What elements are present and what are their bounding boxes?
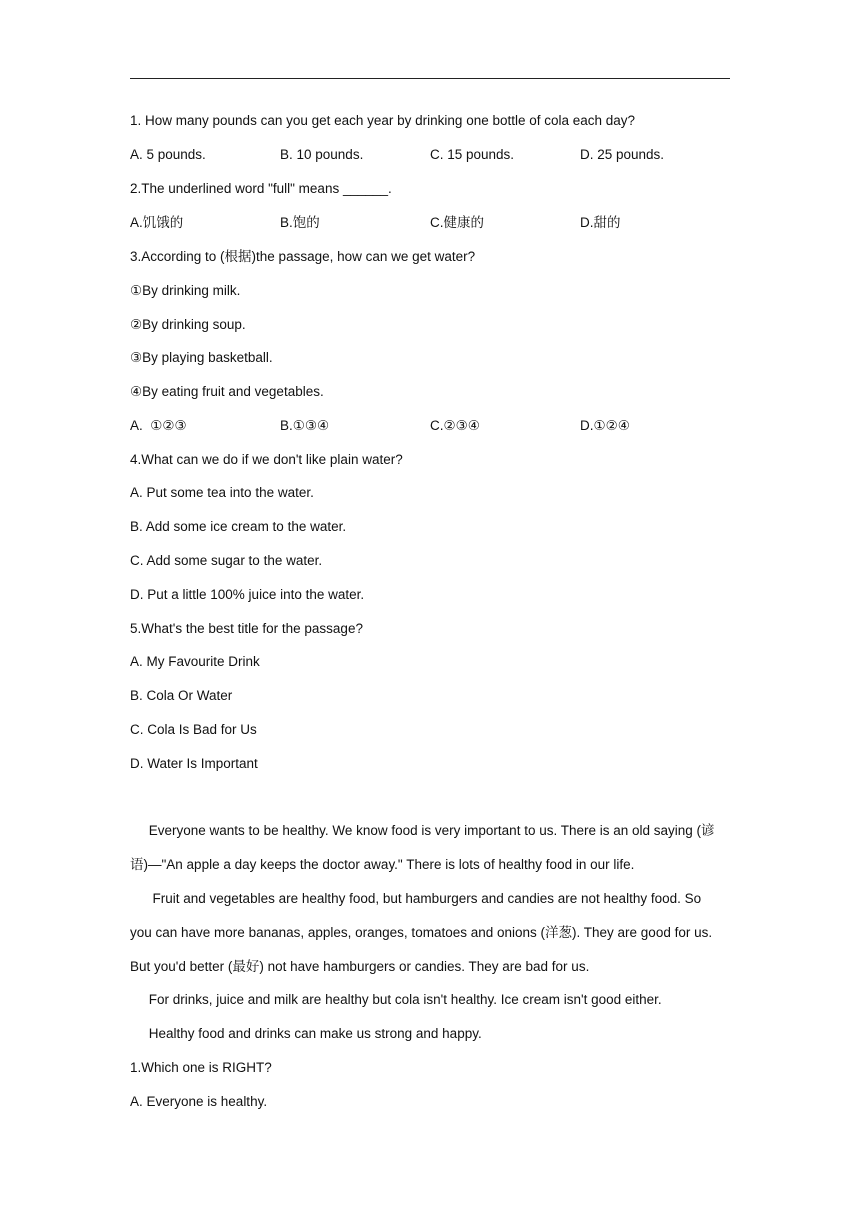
passage-line-3: Fruit and vegetables are healthy food, but hamburgers and candies are not healthy food. So	[130, 891, 702, 906]
header-rule	[130, 78, 730, 79]
q2-option-c: C.健康的	[430, 215, 484, 230]
q3-item-2: ②By drinking soup.	[130, 317, 246, 332]
q3-option-c: C.②③④	[430, 418, 480, 433]
q1-option-d: D. 25 pounds.	[580, 147, 665, 162]
question-1: 1. How many pounds can you get each year by drinking one bottle of cola each day?	[130, 113, 636, 128]
question-3: 3.According to (根据)the passage, how can we get water?	[130, 249, 476, 264]
q2-option-a: A.饥饿的	[130, 215, 184, 230]
q4-option-c: C. Add some sugar to the water.	[130, 553, 323, 568]
question-6: 1.Which one is RIGHT?	[130, 1060, 272, 1075]
q2-option-d: D.甜的	[580, 215, 621, 230]
q3-item-4: ④By eating fruit and vegetables.	[130, 384, 324, 399]
q3-item-1: ①By drinking milk.	[130, 283, 241, 298]
q4-option-b: B. Add some ice cream to the water.	[130, 519, 347, 534]
q1-option-a: A. 5 pounds.	[130, 147, 206, 162]
q5-option-b: B. Cola Or Water	[130, 688, 233, 703]
q6-option-a: A. Everyone is healthy.	[130, 1094, 268, 1109]
q3-item-3: ③By playing basketball.	[130, 350, 273, 365]
passage-line-7: Healthy food and drinks can make us strong and happy.	[130, 1026, 482, 1041]
passage-line-1: Everyone wants to be healthy. We know food is very important to us. There is an old saying (谚	[130, 823, 715, 838]
question-5: 5.What's the best title for the passage?	[130, 621, 363, 636]
passage-line-5: But you'd better (最好) not have hamburgers or candies. They are bad for us.	[130, 959, 590, 974]
q1-option-c: C. 15 pounds.	[430, 147, 515, 162]
passage-line-2: 语)—"An apple a day keeps the doctor away." There is lots of healthy food in our life.	[130, 857, 635, 872]
q5-option-c: C. Cola Is Bad for Us	[130, 722, 257, 737]
q5-option-a: A. My Favourite Drink	[130, 654, 260, 669]
question-4: 4.What can we do if we don't like plain water?	[130, 452, 403, 467]
q3-option-a: A. ①②③	[130, 418, 187, 433]
q1-option-b: B. 10 pounds.	[280, 147, 364, 162]
q4-option-d: D. Put a little 100% juice into the water.	[130, 587, 365, 602]
passage-line-6: For drinks, juice and milk are healthy but cola isn't healthy. Ice cream isn't good either.	[130, 992, 662, 1007]
q3-option-b: B.①③④	[280, 418, 330, 433]
q2-option-b: B.饱的	[280, 215, 320, 230]
q3-option-d: D.①②④	[580, 418, 630, 433]
q4-option-a: A. Put some tea into the water.	[130, 485, 314, 500]
question-2: 2.The underlined word "full" means ______.	[130, 181, 392, 196]
passage-line-4: you can have more bananas, apples, oranges, tomatoes and onions (洋葱). They are good for us.	[130, 925, 713, 940]
q5-option-d: D. Water Is Important	[130, 756, 258, 771]
